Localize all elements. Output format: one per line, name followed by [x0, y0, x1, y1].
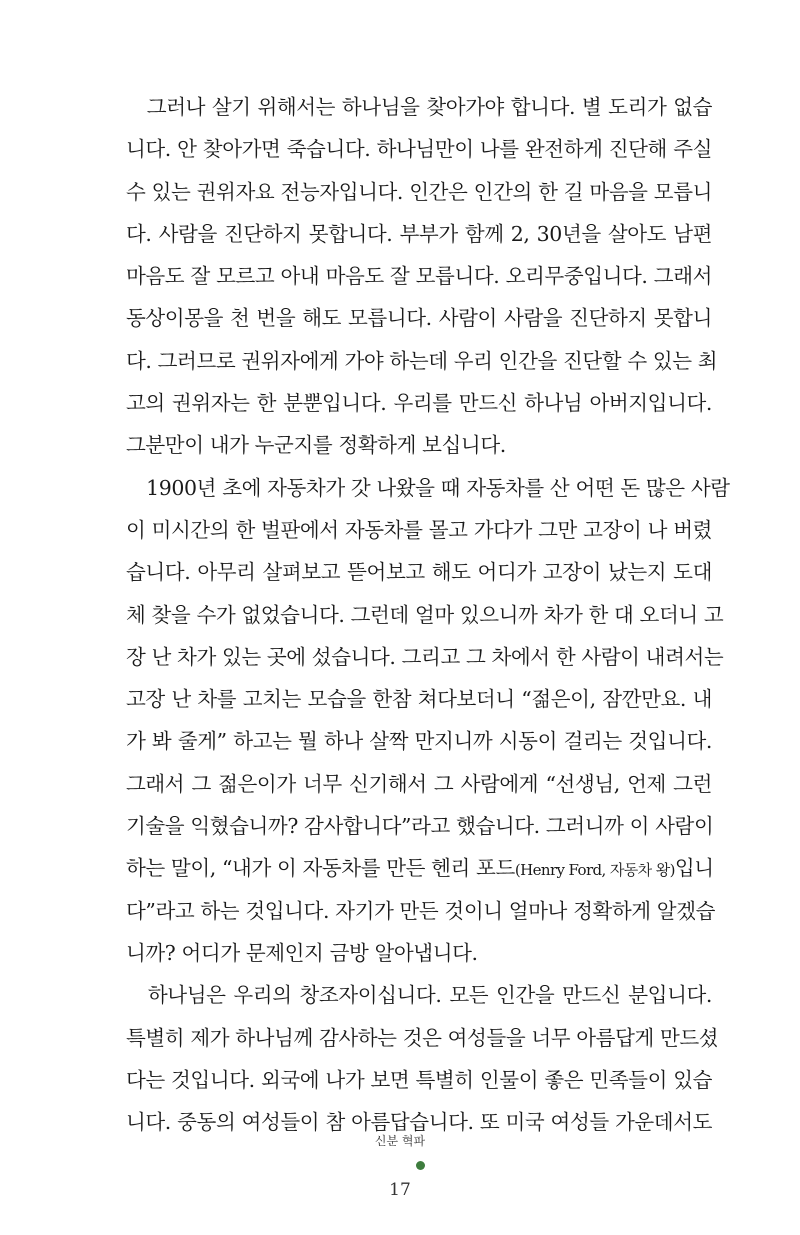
- text-line: 장 난 차가 있는 곳에 섰습니다. 그리고 그 차에서 한 사람이 내려서는: [126, 644, 724, 669]
- text-line: 그러나 살기 위해서는 하나님을 찾아가야 합니다. 별 도리가 없습: [126, 95, 712, 119]
- text-line: 니까? 어디가 문제인지 금방 알아냅니다.: [126, 940, 478, 965]
- footer-dot-icon: [416, 1161, 425, 1170]
- text-line: 고의 권위자는 한 분뿐입니다. 우리를 만드신 하나님 아버지입니다.: [126, 391, 712, 416]
- text-line: 기술을 익혔습니까? 감사합니다”라고 했습니다. 그러니까 이 사람이: [126, 814, 714, 839]
- text-line: 그분만이 내가 누군지를 정확하게 보십니다.: [126, 433, 506, 458]
- page-number: 17: [389, 1180, 411, 1200]
- text-line: 다. 그러므로 권위자에게 가야 하는데 우리 인간을 진단할 수 있는 최: [126, 348, 718, 373]
- text-line: 마음도 잘 모르고 아내 마음도 잘 모릅니다. 오리무중입니다. 그래서: [126, 264, 712, 289]
- text-line: 동상이몽을 천 번을 해도 모릅니다. 사람이 사람을 진단하지 못합니: [126, 306, 712, 331]
- text-line: 이 미시간의 한 벌판에서 자동차를 몰고 가다가 그만 고장이 나 버렸: [126, 517, 712, 542]
- text-line: 하나님은 우리의 창조자이십니다. 모든 인간을 만드신 분입니다.: [126, 983, 712, 1008]
- text-line-start: 하는 말이, “내가 이 자동차를 만든 헨리 포드: [126, 856, 515, 881]
- text-line: 니다. 중동의 여성들이 참 아름답습니다. 또 미국 여성들 가운데서도: [126, 1110, 712, 1135]
- text-line: 습니다. 아무리 살펴보고 뜯어보고 해도 어디가 고장이 났는지 도대: [126, 560, 712, 585]
- text-line: 특별히 제가 하나님께 감사하는 것은 여성들을 너무 아름답게 만드셨: [126, 1025, 719, 1050]
- text-line-gloss: (Henry Ford, 자동차 왕): [514, 861, 675, 880]
- text-line: 다는 것입니다. 외국에 나가 보면 특별히 인물이 좋은 민족들이 있습: [126, 1067, 712, 1092]
- text-line: 체 찾을 수가 없었습니다. 그런데 얼마 있으니까 차가 한 대 오더니 고: [126, 602, 724, 627]
- text-line: 가 봐 줄게” 하고는 뭘 하나 살짝 만지니까 시동이 걸리는 것입니다.: [126, 729, 712, 754]
- text-line: 1900년 초에 자동차가 갓 나왔을 때 자동차를 산 어떤 돈 많은 사람: [126, 475, 730, 500]
- text-line: 수 있는 권위자요 전능자입니다. 인간은 인간의 한 길 마음을 모릅니: [126, 179, 712, 204]
- running-footer-title: 신분 혁파: [374, 1134, 426, 1148]
- text-line: 그래서 그 젊은이가 너무 신기해서 그 사람에게 “선생님, 언제 그런: [126, 771, 712, 796]
- text-line: 다. 사람을 진단하지 못합니다. 부부가 함께 2, 30년을 살아도 남편: [126, 221, 712, 246]
- text-line-end: 입니: [674, 856, 714, 881]
- text-line: 고장 난 차를 고치는 모습을 한참 쳐다보더니 “젊은이, 잠깐만요. 내: [126, 687, 712, 712]
- text-line-mixed: [126, 847, 712, 889]
- text-line: 니다. 안 찾아가면 죽습니다. 하나님만이 나를 완전하게 진단해 주실: [126, 137, 712, 162]
- text-line: 다”라고 하는 것입니다. 자기가 만든 것이니 얼마나 정확하게 알겠습: [126, 898, 716, 923]
- body-text: [126, 86, 730, 1143]
